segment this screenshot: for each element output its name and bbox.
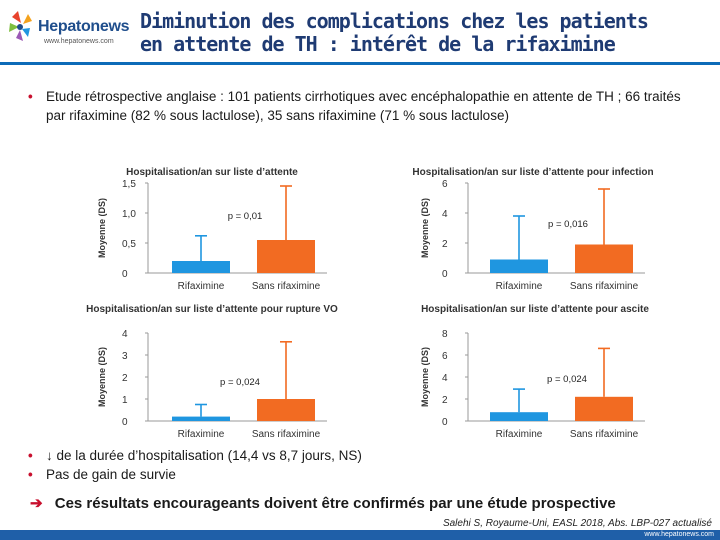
arrow-right-icon: ➔	[30, 495, 43, 512]
conclusion-text: Ces résultats encourageants doivent être confirmés par une étude prospective	[54, 495, 616, 512]
bar-rifaximine	[172, 261, 230, 273]
chart-rupture-vo	[86, 304, 338, 440]
y-tick-label: 0	[442, 417, 448, 428]
y-axis-label: Moyenne (DS)	[97, 197, 107, 259]
y-tick-label: 3	[122, 351, 128, 362]
bar-sans-rifaximine	[575, 245, 633, 274]
y-tick-label: 2	[442, 395, 448, 406]
intro-text: Etude rétrospective anglaise : 101 patients cirrhotiques avec encéphalopathie en attente de TH ; 66 traités par rifaximine (82 % sous lactulose), 35 sans rifaximine (71 % sous lactulose)	[46, 89, 681, 123]
y-tick-label: 2	[442, 239, 448, 250]
y-tick-label: 6	[442, 351, 448, 362]
y-tick-label: 1,5	[122, 179, 136, 190]
y-tick-label: 0	[442, 269, 448, 280]
finding-text: ↓ de la durée d’hospitalisation (14,4 vs 8,7 jours, NS)	[46, 448, 362, 463]
y-tick-label: 8	[442, 329, 448, 340]
p-value-annotation: p = 0,024	[220, 377, 260, 388]
conclusion	[30, 494, 616, 512]
finding-item	[28, 446, 698, 465]
p-value-annotation: p = 0,01	[227, 211, 263, 222]
footer-url: www.hepatonews.com	[644, 531, 714, 538]
bullet-icon: •	[28, 467, 33, 482]
y-tick-label: 2	[122, 373, 128, 384]
y-tick-label: 4	[122, 329, 128, 340]
category-label: Sans rifaximine	[569, 429, 639, 440]
chart-title: Hospitalisation/an sur liste d’attente pour infection	[412, 167, 654, 178]
reference-citation: Salehi S, Royaume-Uni, EASL 2018, Abs. LBP-027 actualisé	[442, 518, 712, 529]
y-tick-label: 4	[442, 373, 448, 384]
title-line-1: Diminution des complications chez les patients	[140, 9, 648, 33]
bar-sans-rifaximine	[257, 240, 315, 273]
y-axis-label: Moyenne (DS)	[420, 346, 430, 408]
chart-ascite	[420, 304, 649, 440]
category-label: Rifaximine	[495, 429, 543, 440]
bar-rifaximine	[172, 417, 230, 421]
y-tick-label: 4	[442, 209, 448, 220]
y-tick-label: 1,0	[122, 209, 136, 220]
category-label: Rifaximine	[177, 429, 225, 440]
y-tick-label: 0	[122, 417, 128, 428]
chart-title: Hospitalisation/an sur liste d’attente	[126, 167, 298, 178]
bullet-icon: •	[28, 448, 33, 463]
bullet-icon: •	[28, 89, 33, 104]
y-axis-label: Moyenne (DS)	[97, 346, 107, 408]
finding-item	[28, 465, 698, 484]
logo-url: www.hepatonews.com	[44, 38, 114, 45]
category-label: Sans rifaximine	[251, 281, 321, 292]
footer-band	[0, 530, 720, 540]
y-tick-label: 6	[442, 179, 448, 190]
bar-rifaximine	[490, 260, 548, 274]
y-tick-label: 1	[122, 395, 128, 406]
bar-rifaximine	[490, 412, 548, 421]
title-line-2: en attente de TH : intérêt de la rifaximine	[140, 32, 615, 56]
y-tick-label: 0	[122, 269, 128, 280]
y-tick-label: 0,5	[122, 239, 136, 250]
finding-text: Pas de gain de survie	[46, 467, 176, 482]
chart-infection	[412, 167, 653, 292]
category-label: Rifaximine	[495, 281, 543, 292]
logo-name: Hepatonews	[38, 18, 130, 35]
findings-list	[28, 446, 698, 484]
category-label: Rifaximine	[177, 281, 225, 292]
p-value-annotation: p = 0,024	[547, 374, 587, 385]
category-label: Sans rifaximine	[569, 281, 639, 292]
chart-title: Hospitalisation/an sur liste d’attente pour ascite	[421, 304, 649, 315]
category-label: Sans rifaximine	[251, 429, 321, 440]
p-value-annotation: p = 0,016	[548, 219, 588, 230]
chart-title: Hospitalisation/an sur liste d’attente pour rupture VO	[86, 304, 338, 315]
bar-sans-rifaximine	[575, 397, 633, 421]
chart-hospitalisation	[97, 167, 327, 292]
bar-sans-rifaximine	[257, 399, 315, 421]
y-axis-label: Moyenne (DS)	[420, 197, 430, 259]
